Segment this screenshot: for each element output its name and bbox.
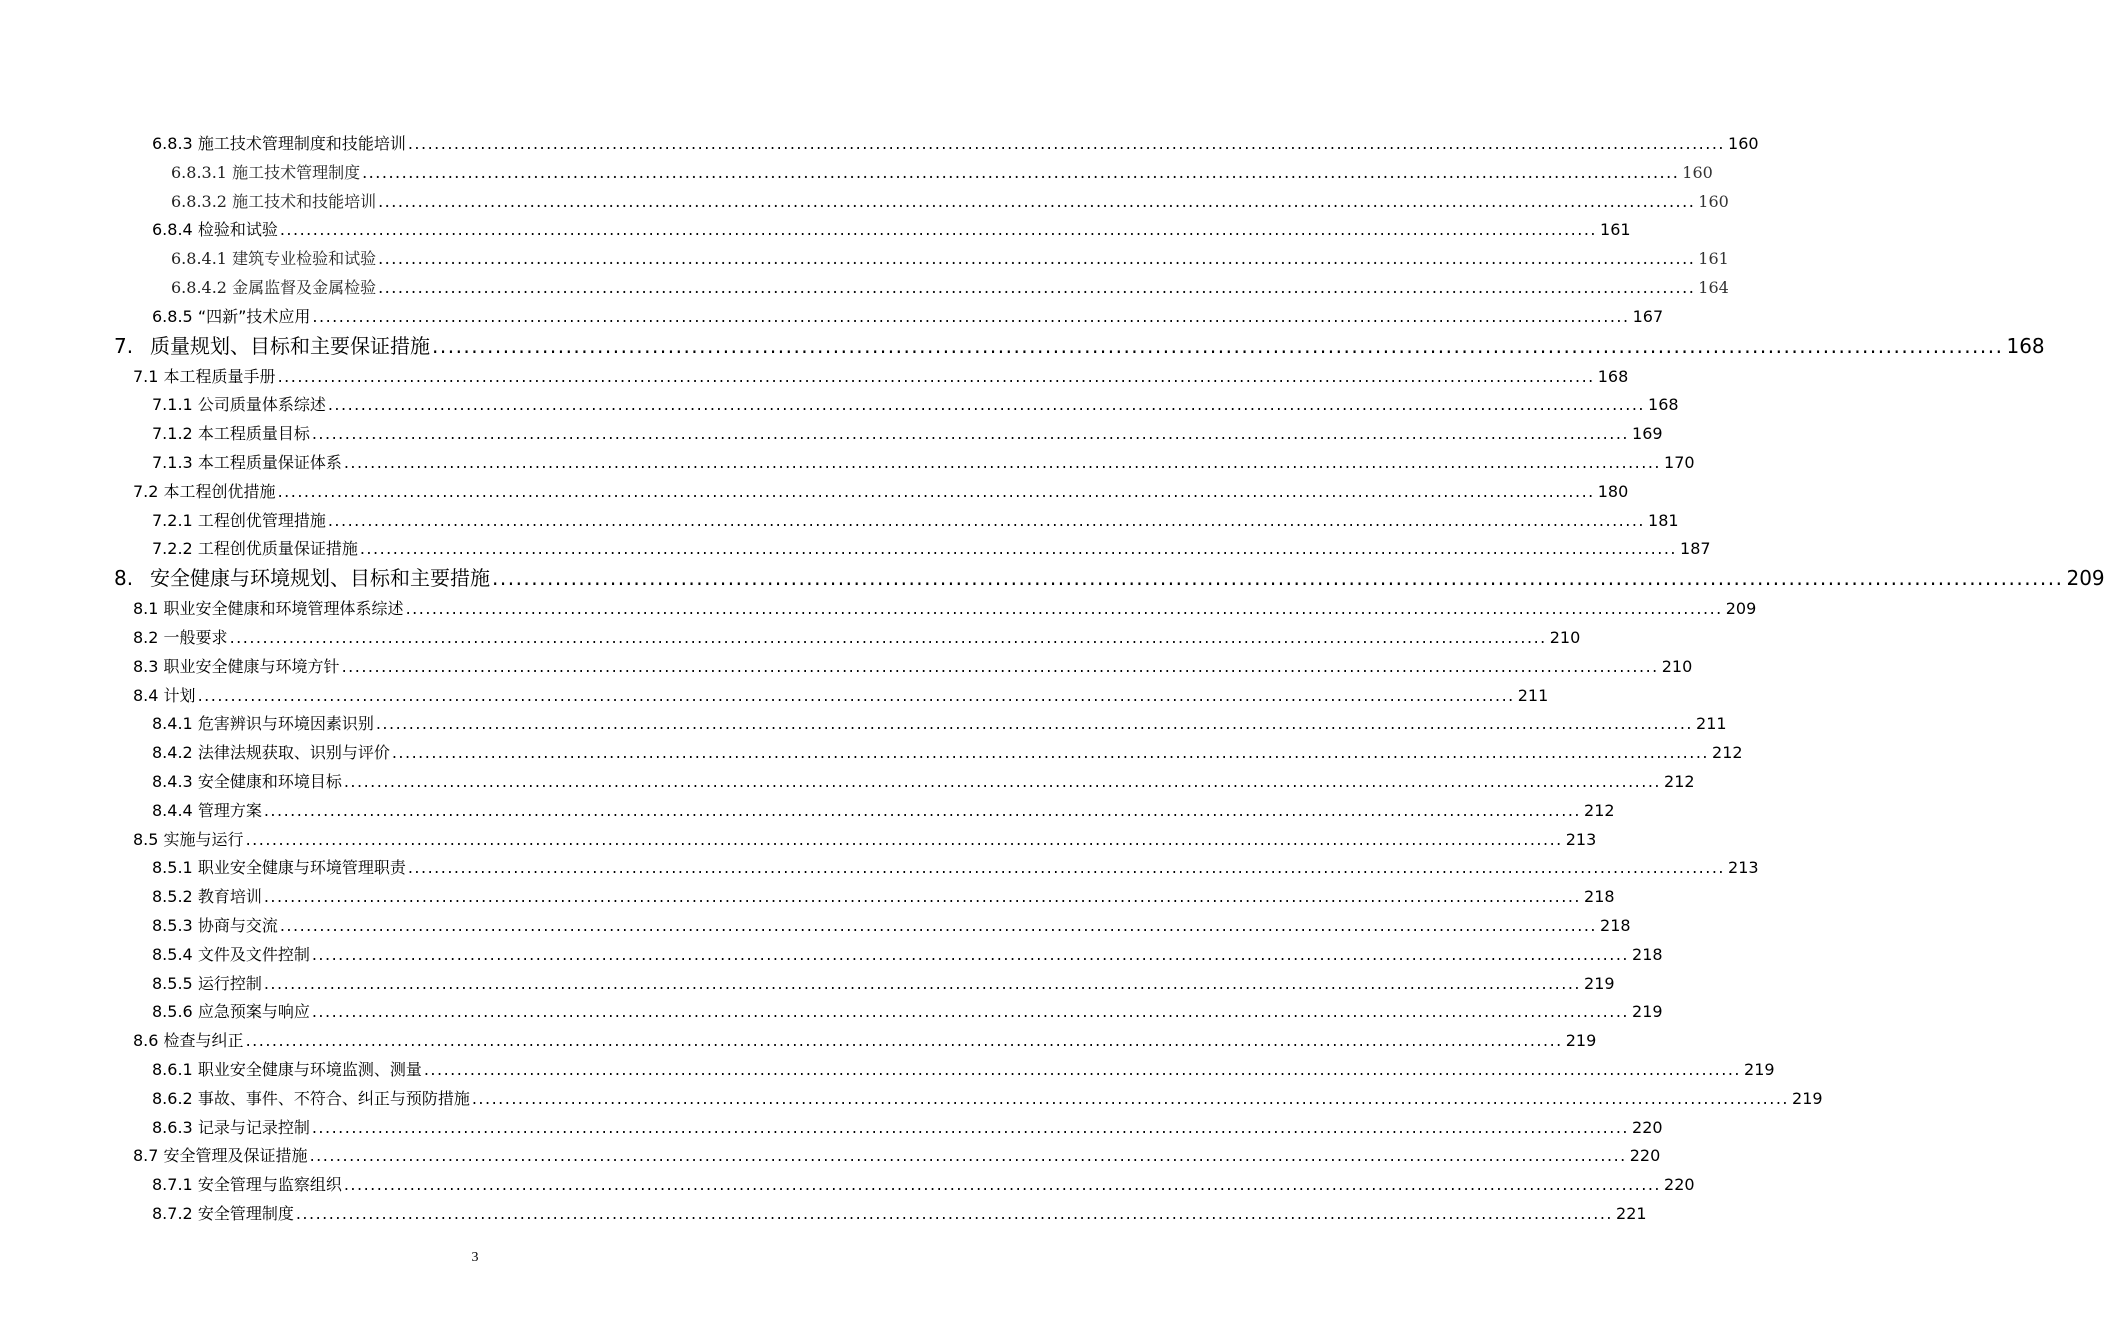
toc-entry-title: 管理方案 — [197, 800, 262, 820]
toc-leader-dots: ........................................................................................................................................................................................................ — [312, 306, 1630, 326]
toc-entry-page: 219 — [1792, 1088, 1823, 1108]
toc-entry-page: 169 — [1632, 424, 1663, 444]
toc-entry[interactable] — [114, 563, 2105, 593]
toc-entry[interactable] — [152, 740, 1743, 766]
toc-entry-page: 212 — [1584, 800, 1615, 820]
toc-entry-title: 职业安全健康和环境管理体系综述 — [163, 599, 404, 619]
toc-leader-dots: ........................................................................................................................................................................................................ — [341, 656, 1659, 676]
toc-leader-dots: ........................................................................................................................................................................................................ — [277, 481, 1595, 501]
toc-leader-dots: ........................................................................................................................................................................................................ — [263, 800, 1582, 820]
toc-leader-dots: ........................................................................................................................................................................................................ — [197, 685, 1515, 705]
toc-entry-label — [114, 563, 490, 593]
toc-entry-label — [133, 1143, 308, 1169]
toc-entry-number: 8.7.2 — [152, 1204, 193, 1223]
toc-leader-dots: ........................................................................................................................................................................................................ — [311, 424, 1630, 444]
toc-entry[interactable] — [152, 913, 1631, 939]
toc-entry[interactable] — [171, 189, 1729, 215]
toc-entry-number: 8.5.1 — [152, 858, 193, 878]
toc-entry-title: 施工技术管理制度和技能培训 — [197, 134, 406, 153]
toc-entry[interactable] — [133, 364, 1629, 390]
toc-entry-number: 8.7.1 — [152, 1175, 193, 1195]
toc-entry[interactable] — [133, 625, 1581, 651]
toc-leader-dots: ........................................................................................................................................................................................................ — [407, 858, 1726, 878]
toc-entry-number: 8.4 — [133, 685, 159, 705]
toc-entry-number: 7.2 — [133, 481, 159, 501]
toc-entry-page: 181 — [1648, 510, 1679, 530]
toc-leader-dots: ........................................................................................................................................................................................................ — [343, 453, 1662, 472]
toc-entry-title: 本工程质量手册 — [163, 366, 276, 386]
toc-entry-page: 187 — [1680, 539, 1711, 559]
toc-entry[interactable] — [152, 450, 1695, 476]
toc-entry-number: 6.8.4.2 — [171, 278, 227, 297]
toc-entry-label — [152, 1201, 294, 1227]
page-number: 3 — [471, 1250, 479, 1265]
toc-entry-page: 212 — [1712, 743, 1743, 763]
toc-entry-label — [133, 827, 244, 853]
toc-entry-page: 219 — [1632, 1002, 1663, 1022]
toc-leader-dots: ........................................................................................................................................................................................................ — [327, 510, 1646, 530]
toc-entry-page: 218 — [1584, 887, 1615, 907]
toc-entry-title: 公司质量体系综述 — [197, 395, 326, 415]
toc-entry[interactable] — [152, 1086, 1823, 1112]
toc-entry-label — [152, 392, 326, 418]
toc-entry-title: 职业安全健康与环境方针 — [163, 656, 340, 676]
toc-entry[interactable] — [133, 1028, 1597, 1054]
toc-entry-label — [152, 769, 342, 795]
toc-entry[interactable] — [114, 331, 2045, 361]
toc-leader-dots: ........................................................................................................................................................................................................ — [309, 1146, 1627, 1166]
toc-leader-dots: ........................................................................................................................................................................................................ — [492, 566, 2064, 591]
toc-entry-title: 应急预案与响应 — [197, 1002, 310, 1022]
toc-entry-page: 212 — [1664, 772, 1695, 791]
toc-leader-dots: ........................................................................................................................................................................................................ — [229, 628, 1547, 647]
toc-entry[interactable] — [152, 942, 1663, 968]
toc-entry-title: 本工程质量目标 — [197, 424, 310, 444]
toc-entry-number: 8. — [114, 566, 134, 591]
toc-entry[interactable] — [133, 683, 1549, 709]
toc-entry-label — [133, 479, 276, 505]
toc-entry-label — [171, 246, 376, 272]
toc-entry-page: 180 — [1597, 481, 1629, 501]
toc-entry-page: 220 — [1664, 1175, 1695, 1195]
toc-entry-page: 168 — [1597, 366, 1629, 386]
toc-entry-label — [114, 331, 430, 361]
toc-entry-number: 8.4.2 — [152, 743, 193, 763]
toc-entry-title: 一般要求 — [163, 628, 228, 647]
toc-entry-page: 167 — [1632, 306, 1664, 326]
toc-entry-page: 211 — [1517, 685, 1549, 705]
toc-entry-number: 8.5.4 — [152, 944, 193, 964]
toc-entry-number: 8.7 — [133, 1146, 159, 1166]
toc-entry-label — [152, 855, 406, 881]
toc-entry-number: 8.5.5 — [152, 973, 193, 993]
toc-entry-label — [171, 189, 376, 215]
toc-entry-label — [133, 596, 404, 622]
toc-entry-title: 工程创优管理措施 — [197, 510, 326, 530]
toc-entry-title: 工程创优质量保证措施 — [197, 539, 358, 559]
toc-entry-number: 8.6.2 — [152, 1088, 193, 1108]
toc-entry[interactable] — [152, 769, 1695, 795]
toc-entry[interactable] — [152, 1057, 1775, 1083]
toc-entry[interactable] — [133, 654, 1693, 680]
toc-entry-number: 6.8.3.2 — [171, 191, 227, 211]
toc-entry-title: 法律法规获取、识别与评价 — [197, 743, 390, 763]
toc-entry[interactable] — [152, 392, 1679, 418]
toc-leader-dots: ........................................................................................................................................................................................................ — [277, 366, 1595, 386]
toc-leader-dots: ........................................................................................................................................................................................................ — [245, 829, 1563, 849]
toc-entry[interactable] — [152, 1172, 1695, 1198]
toc-entry-page: 160 — [1728, 134, 1759, 153]
toc-entry-title: 安全管理制度 — [197, 1204, 294, 1223]
toc-leader-dots: ........................................................................................................................................................................................................ — [311, 1117, 1630, 1137]
toc-entry-number: 8.4.3 — [152, 772, 193, 791]
toc-entry[interactable] — [171, 275, 1729, 301]
toc-entry-title: 协商与交流 — [197, 916, 278, 935]
toc-entry-title: 教育培训 — [197, 887, 262, 907]
toc-entry-title: “四新”技术应用 — [197, 306, 311, 326]
toc-entry-title: 文件及文件控制 — [197, 944, 310, 964]
toc-entry-title: 检验和试验 — [197, 220, 278, 240]
toc-leader-dots: ........................................................................................................................................................................................................ — [279, 916, 1598, 935]
toc-entry[interactable] — [152, 217, 1631, 243]
toc-entry-label — [133, 1028, 244, 1054]
toc-entry[interactable] — [152, 536, 1711, 562]
toc-entry-page: 221 — [1616, 1204, 1647, 1223]
toc-entry-number: 8.6.1 — [152, 1060, 193, 1079]
toc-entry-page: 220 — [1629, 1146, 1661, 1166]
toc-entry-label — [152, 999, 310, 1025]
toc-leader-dots: ........................................................................................................................................................................................................ — [263, 973, 1582, 993]
toc-leader-dots: ........................................................................................................................................................................................................ — [407, 134, 1726, 153]
toc-entry[interactable] — [152, 421, 1663, 447]
toc-entry[interactable] — [152, 971, 1615, 997]
toc-entry-page: 161 — [1600, 220, 1631, 240]
toc-leader-dots: ........................................................................................................................................................................................................ — [378, 249, 1696, 269]
toc-entry-title: 安全健康与环境规划、目标和主要措施 — [150, 566, 490, 591]
toc-entry-page: 218 — [1600, 916, 1631, 935]
toc-entry[interactable] — [152, 798, 1615, 824]
toc-entry-page: 210 — [1661, 656, 1693, 676]
toc-entry-label — [133, 683, 196, 709]
toc-entry-title: 安全管理及保证措施 — [163, 1146, 308, 1166]
toc-entry[interactable] — [152, 1115, 1663, 1141]
toc-entry-page: 219 — [1744, 1060, 1775, 1079]
toc-entry-title: 检查与纠正 — [163, 1031, 244, 1051]
toc-leader-dots: ........................................................................................................................................................................................................ — [375, 714, 1694, 734]
toc-entry[interactable] — [152, 131, 1759, 157]
toc-entry-label — [133, 364, 276, 390]
toc-entry-page: 219 — [1584, 973, 1615, 993]
toc-entry[interactable] — [133, 1143, 1661, 1169]
toc-entry-page: 168 — [1648, 395, 1679, 415]
toc-entry-title: 运行控制 — [197, 973, 262, 993]
toc-entry[interactable] — [152, 999, 1663, 1025]
toc-entry[interactable] — [152, 884, 1615, 910]
toc-leader-dots: ........................................................................................................................................................................................................ — [311, 944, 1630, 964]
toc-entry-number: 7.1 — [133, 366, 159, 386]
toc-leader-dots: ........................................................................................................................................................................................................ — [343, 772, 1662, 791]
toc-entry-page: 220 — [1632, 1117, 1663, 1137]
toc-entry-label — [152, 536, 358, 562]
toc-entry-label — [152, 421, 310, 447]
toc-entry-title: 职业安全健康与环境管理职责 — [197, 858, 406, 878]
toc-entry-label — [152, 1086, 470, 1112]
toc-entry-number: 7.2.2 — [152, 539, 193, 559]
toc-entry-label — [152, 913, 278, 939]
toc-entry-label — [152, 1172, 342, 1198]
toc-entry-number: 8.5.6 — [152, 1002, 193, 1022]
toc-entry-title: 安全管理与监察组织 — [197, 1175, 342, 1195]
toc-leader-dots: ........................................................................................................................................................................................................ — [378, 191, 1696, 211]
toc-leader-dots: ........................................................................................................................................................................................................ — [405, 599, 1723, 619]
toc-entry-label — [152, 1057, 422, 1083]
toc-entry[interactable] — [133, 596, 1757, 622]
toc-entry-label — [152, 304, 310, 330]
toc-entry-number: 8.4.1 — [152, 714, 193, 734]
toc-entry-number: 6.8.4 — [152, 220, 193, 240]
toc-entry[interactable] — [133, 479, 1629, 505]
toc-entry-page: 209 — [2066, 566, 2105, 591]
toc-entry-page: 213 — [1565, 829, 1597, 849]
toc-entry-title: 质量规划、目标和主要保证措施 — [150, 333, 430, 358]
toc-entry[interactable] — [171, 160, 1713, 186]
toc-entry-label — [152, 508, 326, 534]
toc-entry-label — [152, 740, 390, 766]
toc-leader-dots: ........................................................................................................................................................................................................ — [311, 1002, 1630, 1022]
toc-entry-title: 事故、事件、不符合、纠正与预防措施 — [197, 1088, 470, 1108]
toc-leader-dots: ........................................................................................................................................................................................................ — [471, 1088, 1790, 1108]
toc-entry-label — [152, 217, 278, 243]
toc-entry-number: 8.5.2 — [152, 887, 193, 907]
toc-entry[interactable] — [152, 855, 1759, 881]
toc-entry-title: 本工程创优措施 — [163, 481, 276, 501]
toc-entry-page: 209 — [1725, 599, 1757, 619]
toc-leader-dots: ........................................................................................................................................................................................................ — [423, 1060, 1742, 1079]
toc-entry-page: 160 — [1682, 162, 1713, 182]
toc-leader-dots: ........................................................................................................................................................................................................ — [378, 278, 1696, 297]
toc-entry-label — [152, 884, 262, 910]
toc-entry-number: 7.1.3 — [152, 453, 193, 472]
toc-entry-page: 168 — [2006, 333, 2045, 358]
toc-entry-label — [171, 160, 360, 186]
toc-entry-page: 213 — [1728, 858, 1759, 878]
toc-leader-dots: ........................................................................................................................................................................................................ — [279, 220, 1598, 240]
toc-entry-number: 6.8.3.1 — [171, 162, 227, 182]
toc-leader-dots: ........................................................................................................................................................................................................ — [391, 743, 1710, 763]
toc-entry-label — [152, 711, 374, 737]
toc-entry-number: 8.5.3 — [152, 916, 193, 935]
toc-leader-dots: ........................................................................................................................................................................................................ — [245, 1031, 1563, 1051]
toc-entry-label — [152, 1115, 310, 1141]
toc-entry[interactable] — [171, 246, 1729, 272]
toc-leader-dots: ........................................................................................................................................................................................................ — [362, 162, 1680, 182]
toc-entry-label — [152, 131, 406, 157]
toc-entry-title: 施工技术和技能培训 — [232, 191, 377, 211]
toc-entry-page: 170 — [1664, 453, 1695, 472]
toc-entry-label — [171, 275, 376, 301]
toc-entry-title: 施工技术管理制度 — [232, 162, 361, 182]
toc-leader-dots: ........................................................................................................................................................................................................ — [263, 887, 1582, 907]
toc-entry-title: 危害辨识与环境因素识别 — [197, 714, 374, 734]
toc-entry-label — [133, 654, 340, 680]
toc-entry[interactable] — [133, 827, 1597, 853]
toc-entry-label — [133, 625, 228, 651]
toc-entry-label — [152, 942, 310, 968]
toc-entry-title: 实施与运行 — [163, 829, 244, 849]
toc-entry-page: 218 — [1632, 944, 1663, 964]
toc-entry-title: 安全健康和环境目标 — [197, 772, 342, 791]
toc-entry-title: 计划 — [163, 685, 196, 705]
toc-entry-page: 164 — [1698, 278, 1729, 297]
toc-entry-page: 161 — [1698, 249, 1729, 269]
toc-entry-title: 本工程质量保证体系 — [197, 453, 342, 472]
toc-entry-number: 8.6.3 — [152, 1117, 193, 1137]
toc-entry[interactable] — [152, 1201, 1647, 1227]
toc-leader-dots: ........................................................................................................................................................................................................ — [359, 539, 1678, 559]
toc-entry-number: 7.1.2 — [152, 424, 193, 444]
toc-entry-label — [152, 798, 262, 824]
toc-entry-number: 8.3 — [133, 656, 159, 676]
toc-entry-number: 7.1.1 — [152, 395, 193, 415]
toc-entry-number: 8.4.4 — [152, 800, 193, 820]
toc-entry-label — [152, 450, 342, 476]
toc-entry-number: 7.2.1 — [152, 510, 193, 530]
toc-entry-number: 7. — [114, 333, 134, 358]
toc-entry-page: 160 — [1698, 191, 1729, 211]
toc-entry-number: 6.8.4.1 — [171, 249, 227, 269]
toc-entry-number: 6.8.3 — [152, 134, 193, 153]
toc-leader-dots: ........................................................................................................................................................................................................ — [295, 1204, 1614, 1223]
toc-entry-number: 8.6 — [133, 1031, 159, 1051]
toc-entry-label — [152, 971, 262, 997]
toc-entry-page: 211 — [1696, 714, 1727, 734]
toc-entry-number: 6.8.5 — [152, 306, 193, 326]
toc-entry-title: 金属监督及金属检验 — [232, 278, 377, 297]
toc-entry[interactable] — [152, 508, 1679, 534]
toc-leader-dots: ........................................................................................................................................................................................................ — [432, 333, 2004, 358]
toc-entry-number: 8.2 — [133, 628, 159, 647]
toc-entry[interactable] — [152, 711, 1727, 737]
toc-entry-title: 职业安全健康与环境监测、测量 — [197, 1060, 422, 1079]
toc-entry[interactable] — [152, 304, 1664, 330]
toc-entry-title: 记录与记录控制 — [197, 1117, 310, 1137]
toc-entry-page: 210 — [1549, 628, 1581, 647]
toc-entry-number: 8.5 — [133, 829, 159, 849]
toc-leader-dots: ........................................................................................................................................................................................................ — [343, 1175, 1662, 1195]
toc-entry-number: 8.1 — [133, 599, 159, 619]
toc-leader-dots: ........................................................................................................................................................................................................ — [327, 395, 1646, 415]
toc-entry-title: 建筑专业检验和试验 — [232, 249, 377, 269]
toc-entry-page: 219 — [1565, 1031, 1597, 1051]
